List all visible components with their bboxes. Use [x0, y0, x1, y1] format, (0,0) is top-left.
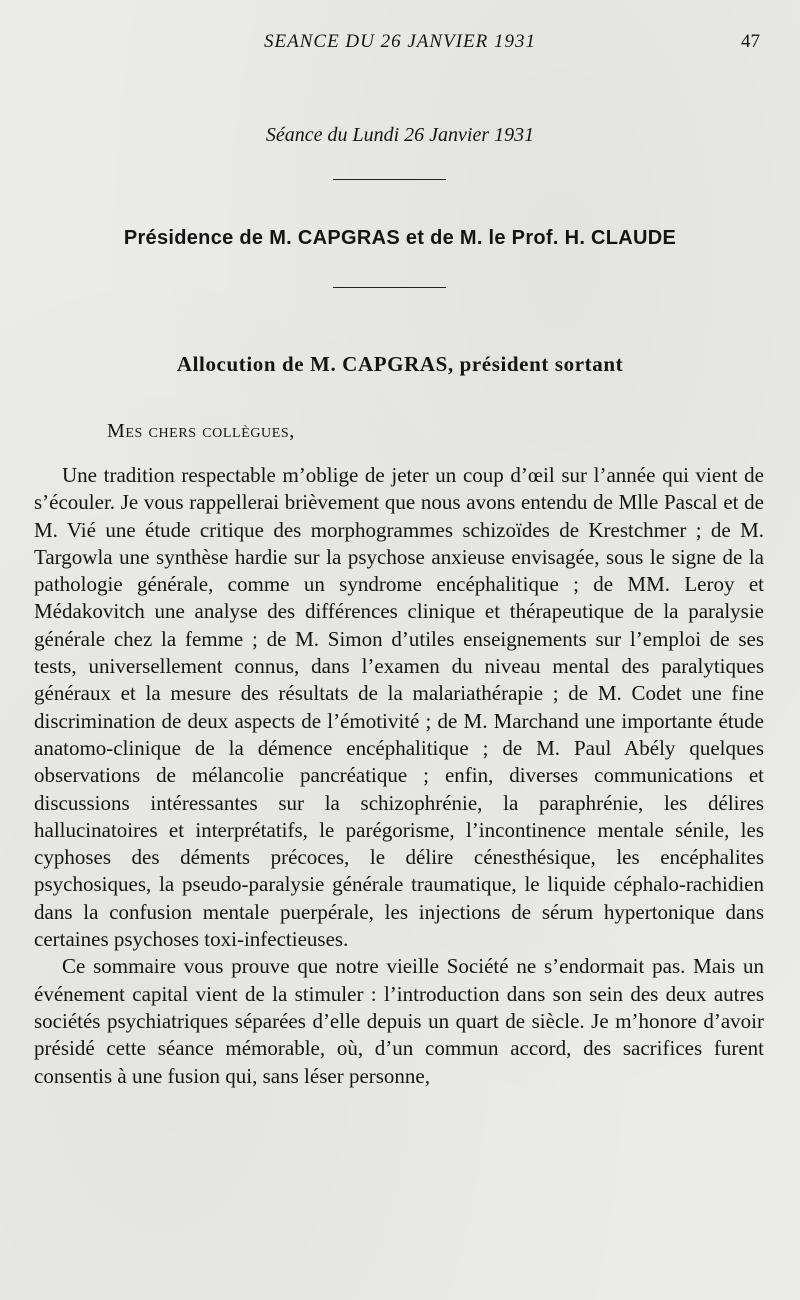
- divider-rule: [333, 287, 446, 288]
- salutation: Mes chers collègues,: [107, 420, 295, 442]
- body-paragraph: Une tradition respectable m’oblige de jeter un coup d’œil sur l’année qui vient de s’écouler. Je vous rappellerai brièvement que nous avons entendu de Mlle Pascal et de M. Vié une étude critique des morphogrammes schizoïdes de Krestchmer ; de M. Targowla une synthèse hardie sur la psychose anxieuse envisagée, sous le signe de la pathologie générale, comme un syndrome encéphalitique ; de MM. Leroy et Médakovitch une analyse des différences clinique et thérapeutique de la paralysie générale chez la femme ; de M. Simon d’utiles enseignements sur l’emploi de ses tests, universellement connus, dans l’examen du niveau mental des paralytiques généraux et la mesure des résultats de la malariathérapie ; de M. Codet une fine discrimination de deux aspects de l’émotivité ; de M. Marchand une importante étude anatomo-clinique de la démence encéphalitique ; de M. Paul Abély quelques observations de mélancolie pancréatique ; enfin, diverses communications et discussions intéressantes sur la schizophrénie, la paraphrénie, les délires hallucinatoires et interprétatifs, le parégorisme, l’incontinence mentale sénile, les cyphoses des déments précoces, le délire cénesthésique, les encéphalites psychosiques, la pseudo-paralysie générale traumatique, le liquide céphalo-rachidien dans la confusion mentale puerpérale, les injections de sérum hypertonique dans certaines psychoses toxi-infectieuses.: [34, 463, 764, 952]
- running-title: SEANCE DU 26 JANVIER 1931: [264, 31, 536, 52]
- body-text: [34, 462, 764, 1090]
- body-paragraph: Ce sommaire vous prouve que notre vieille Société ne s’endormait pas. Mais un événement capital vient de la stimuler : l’introduction dans son sein des deux autres sociétés psychiatriques séparées d’elle depuis un quart de siècle. Je m’honore d’avoir présidé cette séance mémorable, où, d’un commun accord, des sacrifices furent consentis à une fusion qui, sans léser personne,: [34, 954, 764, 1088]
- divider-rule: [333, 179, 446, 180]
- presidency-heading: Présidence de M. CAPGRAS et de M. le Prof. H. CLAUDE: [123, 227, 677, 249]
- page-number: 47: [741, 31, 760, 52]
- session-title: Séance du Lundi 26 Janvier 1931: [265, 124, 535, 146]
- allocution-heading: Allocution de M. CAPGRAS, président sortant: [176, 352, 624, 376]
- running-header: [0, 31, 800, 55]
